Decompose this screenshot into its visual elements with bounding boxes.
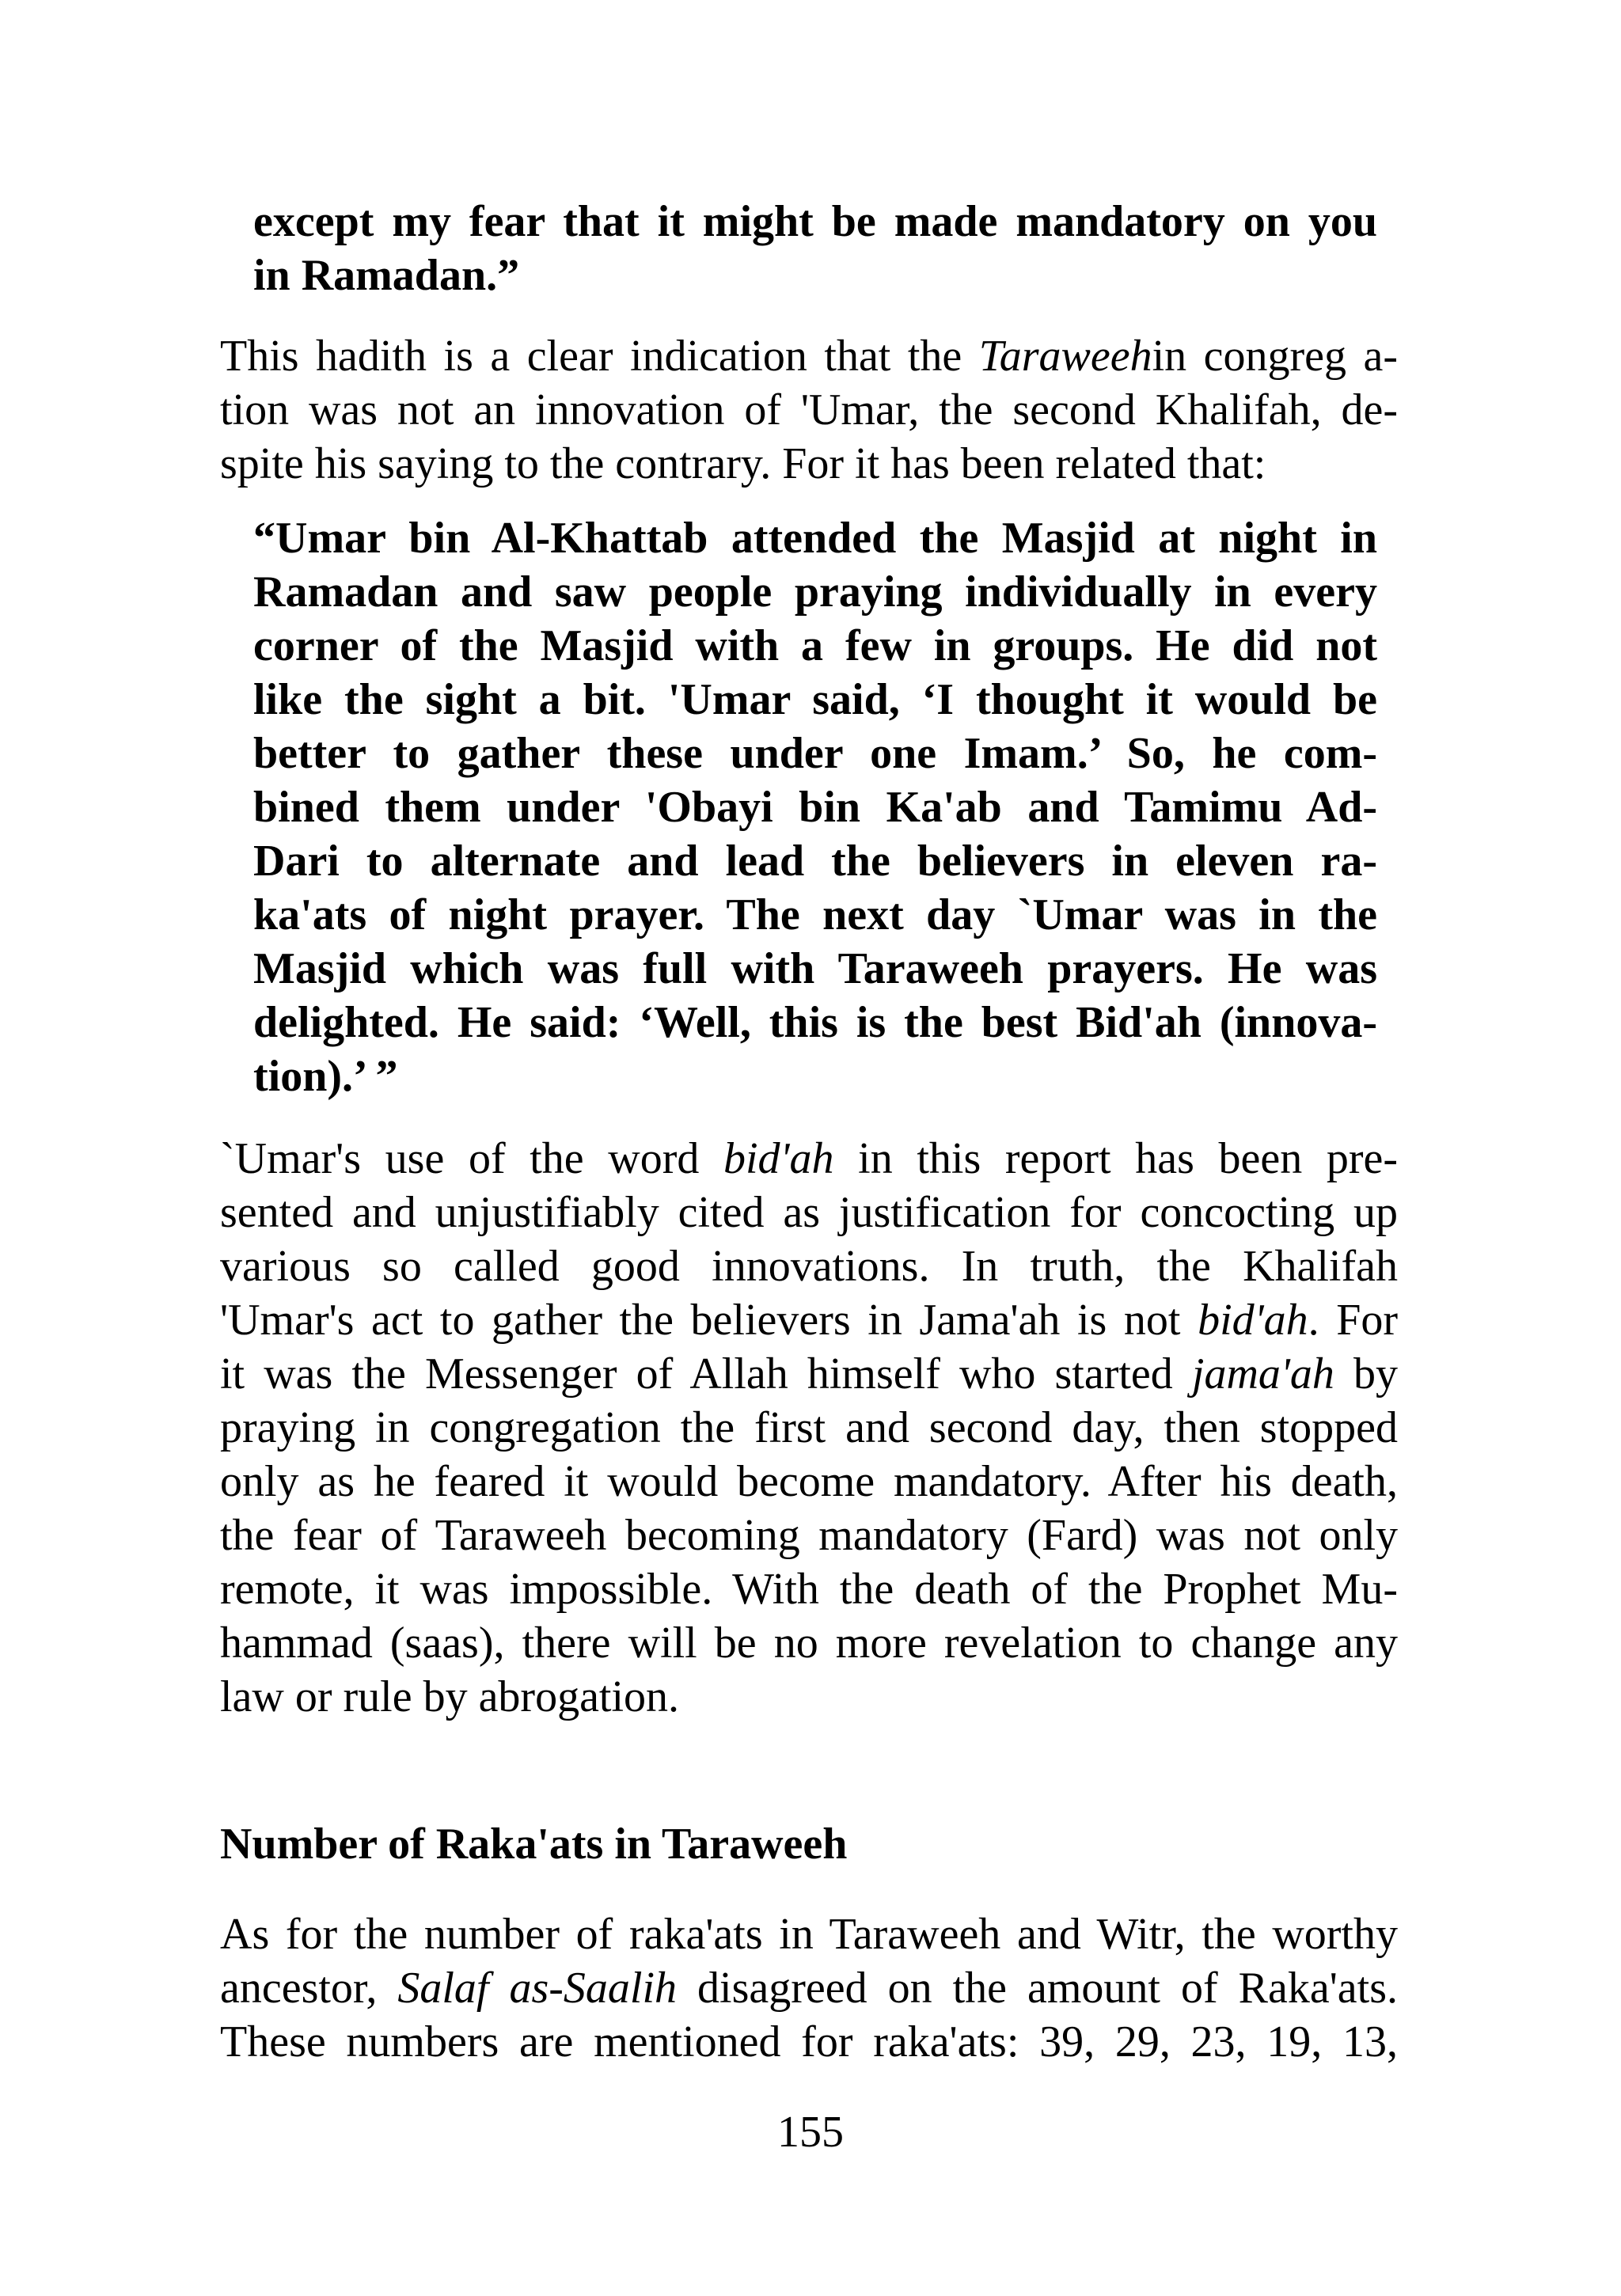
quote-line: bined them under 'Obayi bin Ka'ab and Tamimu Ad- bbox=[253, 783, 1377, 832]
paragraph-line: various so called good innovations. In truth, the Khalifah bbox=[220, 1242, 1398, 1291]
paragraph-line bbox=[220, 1293, 1398, 1347]
italic-term: Salaf as-Saalih bbox=[397, 1964, 678, 2013]
page-number: 155 bbox=[777, 2108, 844, 2157]
text-segment: disagreed on the amount of Raka'ats. bbox=[677, 1964, 1398, 2013]
paragraph-line: law or rule by abrogation. bbox=[220, 1672, 680, 1721]
text-segment: by bbox=[1334, 1349, 1399, 1398]
paragraph-line: the fear of Taraweeh becoming mandatory (Fard) was not only bbox=[220, 1511, 1398, 1560]
paragraph-line: spite his saying to the contrary. For it has been related that: bbox=[220, 439, 1266, 488]
text-segment: in congreg a- bbox=[1152, 332, 1399, 381]
paragraph-line bbox=[220, 1132, 1398, 1186]
text-segment: ancestor, bbox=[220, 1964, 398, 2013]
text-segment: 'Umar's act to gather the believers in Jama'ah is not bbox=[220, 1296, 1198, 1345]
quote-line: better to gather these under one Imam.’ So, he com- bbox=[253, 729, 1377, 778]
paragraph-line: hammad (saas), there will be no more revelation to change any bbox=[220, 1619, 1398, 1668]
quote-line: Ramadan and saw people praying individually in every bbox=[253, 567, 1377, 617]
paragraph-line: sented and unjustifiably cited as justification for concocting up bbox=[220, 1188, 1398, 1237]
paragraph-line bbox=[220, 1961, 1398, 2015]
text-segment: in this report has been pre- bbox=[833, 1134, 1398, 1183]
block-quote-umar bbox=[253, 511, 1377, 1103]
quote-line: like the sight a bit. 'Umar said, ‘I thought it would be bbox=[253, 675, 1377, 724]
quote-line: tion).’ ” bbox=[253, 1052, 398, 1101]
paragraph-line bbox=[220, 329, 1398, 383]
paragraph-line: These numbers are mentioned for raka'ats: 39, 29, 23, 19, 13, bbox=[220, 2017, 1398, 2066]
text-segment: This hadith is a clear indication that the bbox=[220, 332, 979, 381]
paragraph-line: only as he feared it would become mandatory. After his death, bbox=[220, 1457, 1398, 1506]
quote-line: “Umar bin Al-Khattab attended the Masjid at night in bbox=[253, 514, 1377, 563]
quote-line: corner of the Masjid with a few in groups. He did not bbox=[253, 621, 1377, 670]
text-segment: . For bbox=[1308, 1296, 1398, 1345]
text-segment: `Umar's use of the word bbox=[220, 1134, 723, 1183]
quote-continuation bbox=[253, 195, 1377, 302]
italic-term: bid'ah bbox=[1198, 1296, 1308, 1345]
quote-line: delighted. He said: ‘Well, this is the best Bid'ah (innova- bbox=[253, 998, 1377, 1047]
italic-term: jama'ah bbox=[1191, 1349, 1334, 1398]
quote-line: Masjid which was full with Taraweeh prayers. He was bbox=[253, 944, 1377, 993]
quote-line: except my fear that it might be made mandatory on you bbox=[253, 197, 1377, 246]
paragraph-line: As for the number of raka'ats in Taraweeh and Witr, the worthy bbox=[220, 1910, 1398, 1959]
text-segment: it was the Messenger of Allah himself who started bbox=[220, 1349, 1192, 1398]
quote-line: Dari to alternate and lead the believers in eleven ra- bbox=[253, 837, 1377, 886]
paragraph-line bbox=[220, 1347, 1398, 1401]
quote-line: ka'ats of night prayer. The next day `Umar was in the bbox=[253, 890, 1377, 939]
paragraph-rakaats-number bbox=[220, 1907, 1398, 2069]
quote-line: in Ramadan.” bbox=[253, 251, 520, 300]
section-heading: Number of Raka'ats in Taraweeh bbox=[220, 1820, 848, 1869]
paragraph-line: tion was not an innovation of 'Umar, the second Khalifah, de- bbox=[220, 385, 1398, 435]
paragraph-bidah-discussion bbox=[220, 1132, 1398, 1724]
paragraph-line: remote, it was impossible. With the death of the Prophet Mu- bbox=[220, 1565, 1398, 1614]
italic-term: Taraweeh bbox=[978, 332, 1152, 381]
italic-term: bid'ah bbox=[723, 1134, 834, 1183]
paragraph-line: praying in congregation the first and second day, then stopped bbox=[220, 1403, 1398, 1452]
paragraph-hadith-indication bbox=[220, 329, 1398, 491]
